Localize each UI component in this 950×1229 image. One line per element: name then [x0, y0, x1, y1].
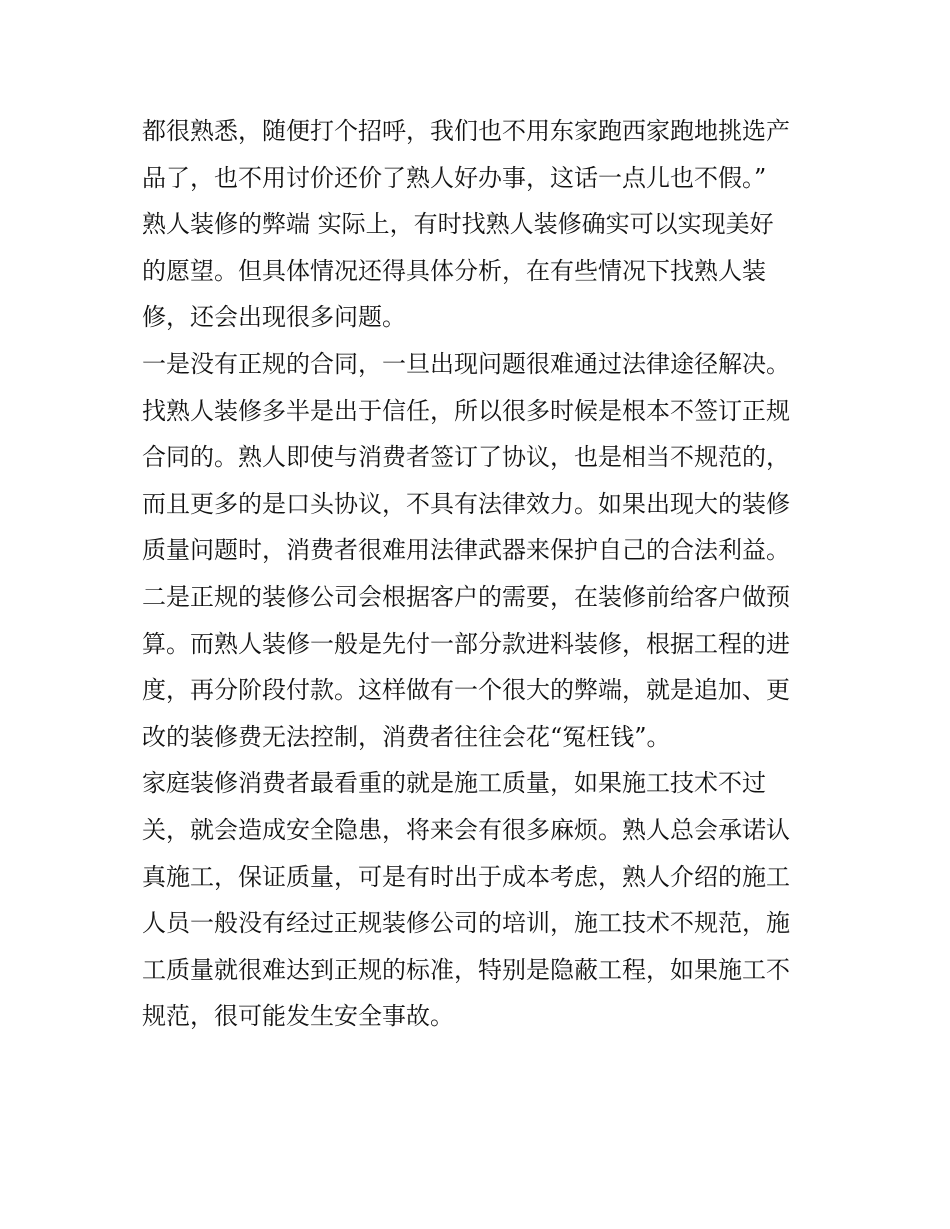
- text-line: 关，就会造成安全隐患，将来会有很多麻烦。熟人总会承诺认: [142, 815, 790, 844]
- text-line: 真施工，保证质量，可是有时出于成本考虑，熟人介绍的施工: [142, 862, 790, 891]
- text-line: 工质量就很难达到正规的标准，特别是隐蔽工程，如果施工不: [142, 955, 790, 984]
- text-line: 合同的。熟人即使与消费者签订了协议，也是相当不规范的，: [142, 443, 790, 472]
- text-line: 算。而熟人装修一般是先付一部分款进料装修，根据工程的进: [142, 629, 790, 658]
- text-line: 人员一般没有经过正规装修公司的培训，施工技术不规范，施: [142, 909, 790, 938]
- text-line: 修，还会出现很多问题。: [142, 303, 406, 332]
- text-line: 找熟人装修多半是出于信任，所以很多时候是根本不签订正规: [142, 396, 790, 425]
- text-line: 质量问题时，消费者很难用法律武器来保护自己的合法利益。: [142, 536, 790, 565]
- text-line: 度，再分阶段付款。这样做有一个很大的弊端，就是追加、更: [142, 676, 790, 705]
- text-line: 品了，也不用讨价还价了熟人好办事，这话一点儿也不假。”: [142, 163, 767, 192]
- text-line: 而且更多的是口头协议，不具有法律效力。如果出现大的装修: [142, 489, 790, 518]
- body-text: [142, 108, 822, 1040]
- text-line: 二是正规的装修公司会根据客户的需要，在装修前给客户做预: [142, 582, 790, 611]
- text-line: 熟人装修的弊端 实际上，有时找熟人装修确实可以实现美好: [142, 210, 774, 239]
- text-line: 的愿望。但具体情况还得具体分析，在有些情况下找熟人装: [142, 256, 766, 285]
- text-line: 改的装修费无法控制，消费者往往会花“冤枉钱”。: [142, 722, 671, 751]
- text-line: 一是没有正规的合同，一旦出现问题很难通过法律途径解决。: [142, 349, 790, 378]
- text-line: 都很熟悉，随便打个招呼，我们也不用东家跑西家跑地挑选产: [142, 117, 790, 145]
- text-line: 规范，很可能发生安全事故。: [142, 1002, 454, 1031]
- text-line: 家庭装修消费者最看重的就是施工质量，如果施工技术不过: [142, 769, 766, 798]
